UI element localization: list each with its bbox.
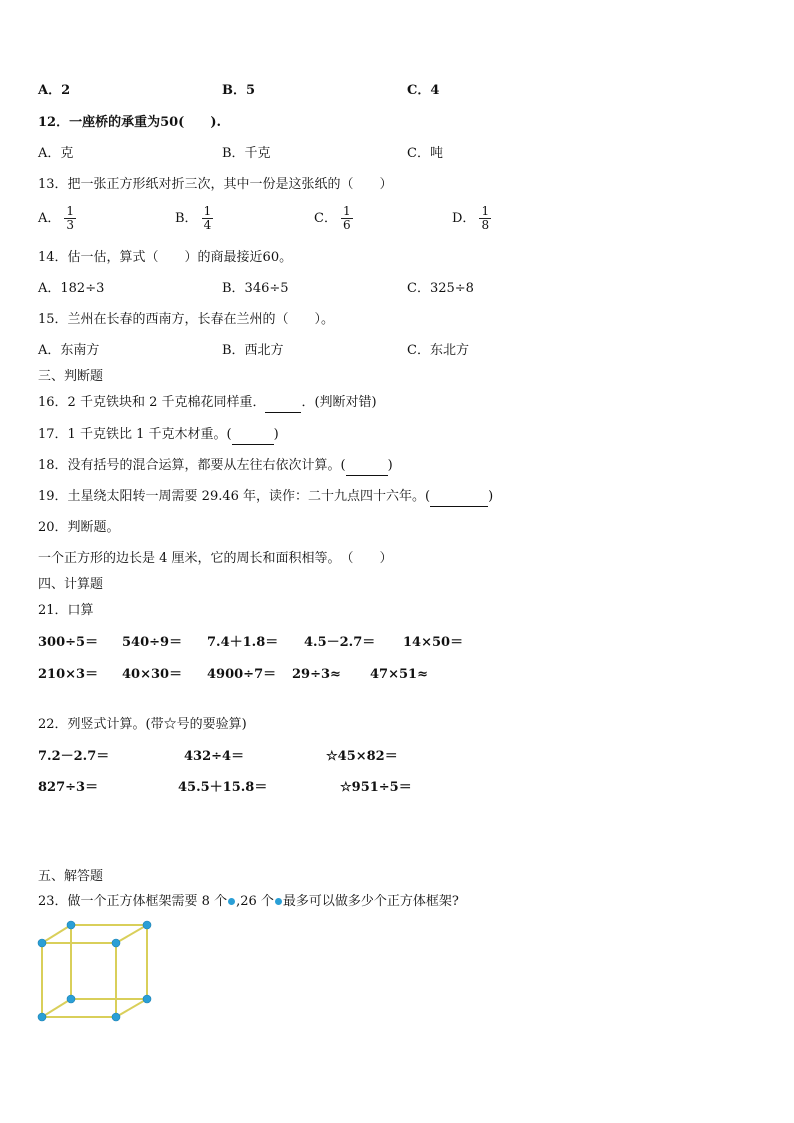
q13-option-d-label: D． [452, 211, 476, 226]
q20-title: 20．判断题。 [38, 520, 120, 535]
q22-title: 22．列竖式计算。(带☆号的要验算) [38, 717, 247, 732]
q21-item: 300÷5＝ [38, 635, 99, 650]
fraction [64, 205, 76, 232]
q15-option-a: A．东南方 [38, 343, 100, 358]
numerator: 1 [66, 204, 75, 218]
q18-prefix: 18．没有括号的混合运算，都要从左往右依次计算。( [38, 458, 346, 473]
answer-blank[interactable] [232, 426, 274, 445]
q12-text: 12．一座桥的承重为50( ). [38, 115, 222, 130]
section-4-heading: 四、计算题 [38, 577, 104, 592]
q19-prefix: 19．土星绕太阳转一周需要 29.46 年，读作：二十九点四十六年。( [38, 489, 431, 504]
q14-option-c: C．325÷8 [407, 281, 474, 296]
q21-item: 29÷3≈ [292, 667, 341, 682]
q12-option-c: C．吨 [407, 146, 443, 161]
q13-option-c-label: C． [314, 211, 337, 226]
q13-option-a-label: A． [38, 211, 61, 226]
q14-option-a: A．182÷3 [38, 281, 105, 296]
q15-option-b: B．西北方 [222, 343, 284, 358]
q13-option-a [38, 205, 76, 232]
q11-option-b: B．5 [222, 83, 256, 98]
q21-item: 4.5－2.7＝ [304, 635, 376, 650]
answer-blank[interactable] [430, 488, 488, 507]
q21-item: 40×30＝ [122, 667, 183, 682]
fraction [202, 205, 214, 232]
q23-text [38, 893, 459, 911]
q23-part3: 最多可以做多少个正方体框架? [282, 894, 459, 909]
q21-item: 540÷9＝ [122, 635, 183, 650]
answer-blank[interactable] [265, 394, 301, 413]
q15-option-c: C．东北方 [407, 343, 469, 358]
q14-option-b: B．346÷5 [222, 281, 289, 296]
q18-suffix: ) [387, 458, 393, 473]
denominator: 8 [481, 218, 490, 232]
cube-frame-figure [34, 918, 158, 1026]
numerator: 1 [342, 204, 351, 218]
q22-item: ☆951÷5＝ [340, 780, 412, 795]
q13-option-b-label: B． [175, 211, 198, 226]
denominator: 4 [203, 218, 212, 232]
q13-option-d [452, 205, 491, 232]
q19-text [38, 488, 493, 507]
stick-icon [274, 897, 283, 906]
q21-title: 21．口算 [38, 603, 94, 618]
q16-prefix: 16．2 千克铁块和 2 千克棉花同样重． [38, 395, 266, 410]
q19-suffix: ) [488, 489, 494, 504]
fraction [479, 205, 491, 232]
q11-option-a: A．2 [38, 83, 71, 98]
q23-part1: 23．做一个正方体框架需要 8 个 [38, 894, 228, 909]
q21-item: 47×51≈ [370, 667, 428, 682]
q21-item: 210×3＝ [38, 667, 99, 682]
q15-text: 15．兰州在长春的西南方，长春在兰州的（ ）。 [38, 312, 335, 327]
q21-item: 14×50＝ [403, 635, 464, 650]
denominator: 6 [342, 218, 351, 232]
numerator: 1 [203, 204, 212, 218]
q12-option-b: B．千克 [222, 146, 271, 161]
q22-item: 432÷4＝ [184, 749, 245, 764]
q13-text: 13．把一张正方形纸对折三次，其中一份是这张纸的（ ） [38, 177, 393, 192]
numerator: 1 [481, 204, 490, 218]
fraction [341, 205, 353, 232]
q16-suffix: ．(判断对错) [301, 395, 377, 410]
q21-item: 4900÷7＝ [207, 667, 277, 682]
q20-body: 一个正方形的边长是 4 厘米，它的周长和面积相等。 （ ） [38, 551, 393, 566]
section-3-heading: 三、判断题 [38, 369, 104, 384]
q21-item: 7.4＋1.8＝ [207, 635, 279, 650]
q18-text [38, 457, 393, 476]
denominator: 3 [66, 218, 75, 232]
q14-text: 14．估一估，算式（ ）的商最接近60。 [38, 250, 293, 265]
q17-text [38, 426, 279, 445]
q22-item: 7.2－2.7＝ [38, 749, 110, 764]
ball-icon [227, 897, 236, 906]
answer-blank[interactable] [346, 457, 388, 476]
q12-option-a: A．克 [38, 146, 74, 161]
q22-item: ☆45×82＝ [326, 749, 398, 764]
q23-part2: ,26 个 [236, 894, 274, 909]
section-5-heading: 五、解答题 [38, 869, 104, 884]
q11-option-c: C．4 [407, 83, 440, 98]
q13-option-c [314, 205, 353, 232]
q22-item: 827÷3＝ [38, 780, 99, 795]
q16-text [38, 394, 377, 413]
q17-suffix: ) [273, 427, 279, 442]
q17-prefix: 17．1 千克铁比 1 千克木材重。( [38, 427, 232, 442]
q22-item: 45.5＋15.8＝ [178, 780, 268, 795]
q13-option-b [175, 205, 213, 232]
